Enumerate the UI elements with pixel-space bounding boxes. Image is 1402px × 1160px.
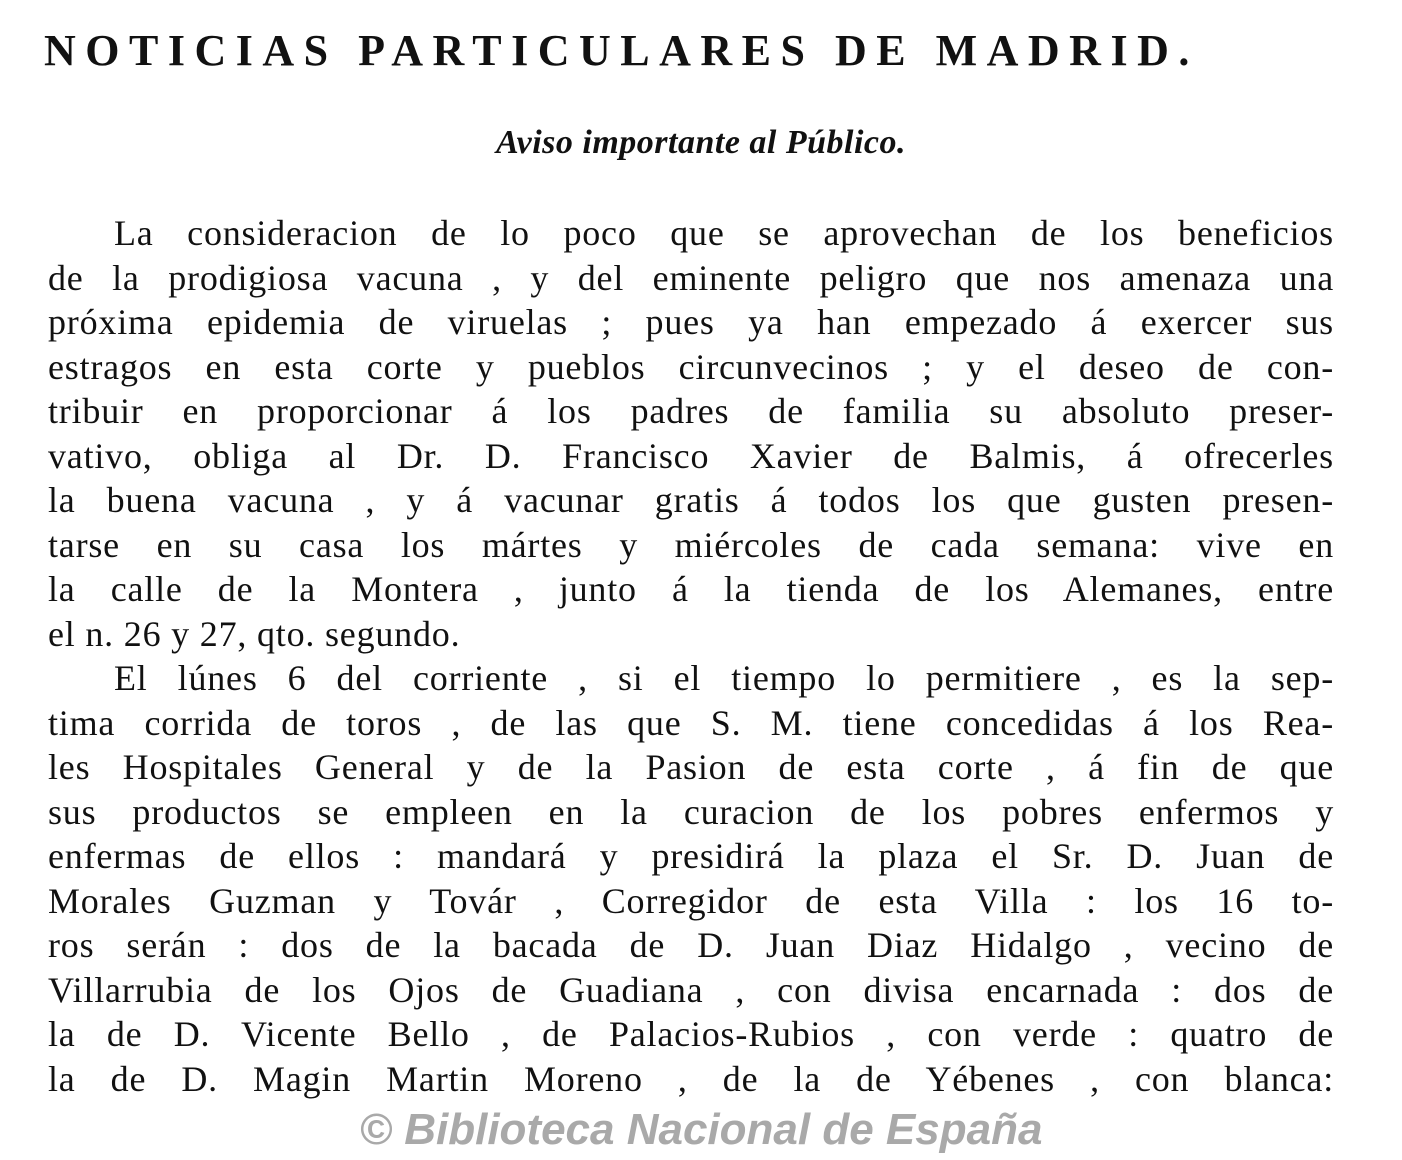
text-line: la buena vacuna , y á vacunar gratis á todos los que gusten presen-: [48, 480, 1334, 520]
text-line: próxima epidemia de viruelas ; pues ya han empezado á exercer sus: [48, 302, 1334, 342]
text-line: tima corrida de toros , de las que S. M. tiene concedidas á los Rea-: [48, 702, 1334, 743]
paragraph-bullfight-notice: [48, 656, 1334, 1101]
text-line: Morales Guzman y Továr , Corregidor de esta Villa : los 16 to-: [48, 880, 1334, 921]
text-line: enfermas de ellos : mandará y presidirá la plaza el Sr. D. Juan de: [48, 836, 1334, 876]
text-line: vativo, obliga al Dr. D. Francisco Xavier de Balmis, á ofrecerles: [48, 435, 1334, 476]
page-title: NOTICIAS PARTICULARES DE MADRID.: [44, 26, 1199, 75]
text-line: tarse en su casa los mártes y miércoles de cada semana: vive en: [48, 524, 1334, 565]
text-line: el n. 26 y 27, qto. segundo.: [48, 613, 461, 654]
text-line: la de D. Magin Martin Moreno , de la de Yébenes , con blanca:: [48, 1058, 1334, 1099]
text-line: estragos en esta corte y pueblos circunvecinos ; y el deseo de con-: [48, 346, 1334, 387]
text-line: tribuir en proporcionar á los padres de familia su absoluto preser-: [48, 391, 1334, 431]
text-line: la calle de la Montera , junto á la tienda de los Alemanes, entre: [48, 569, 1334, 609]
article-body: [48, 211, 1334, 1101]
text-line: El lúnes 6 del corriente , si el tiempo lo permitiere , es la sep-: [114, 658, 1334, 698]
text-line: la de D. Vicente Bello , de Palacios-Rubios , con verde : quatro de: [48, 1014, 1334, 1054]
notice-heading: Aviso importante al Público.: [495, 124, 907, 161]
library-watermark: © Biblioteca Nacional de España: [359, 1105, 1043, 1154]
text-line: sus productos se empleen en la curacion de los pobres enfermos y: [48, 791, 1334, 832]
text-line: Villarrubia de los Ojos de Guadiana , con divisa encarnada : dos de: [48, 969, 1334, 1010]
paragraph-vaccination-notice: [48, 211, 1334, 656]
text-line: La consideracion de lo poco que se aprovechan de los beneficios: [114, 213, 1334, 253]
text-line: de la prodigiosa vacuna , y del eminente peligro que nos amenaza una: [48, 257, 1334, 298]
text-line: les Hospitales General y de la Pasion de esta corte , á fin de que: [48, 747, 1334, 787]
text-line: ros serán : dos de la bacada de D. Juan Diaz Hidalgo , vecino de: [48, 925, 1334, 965]
